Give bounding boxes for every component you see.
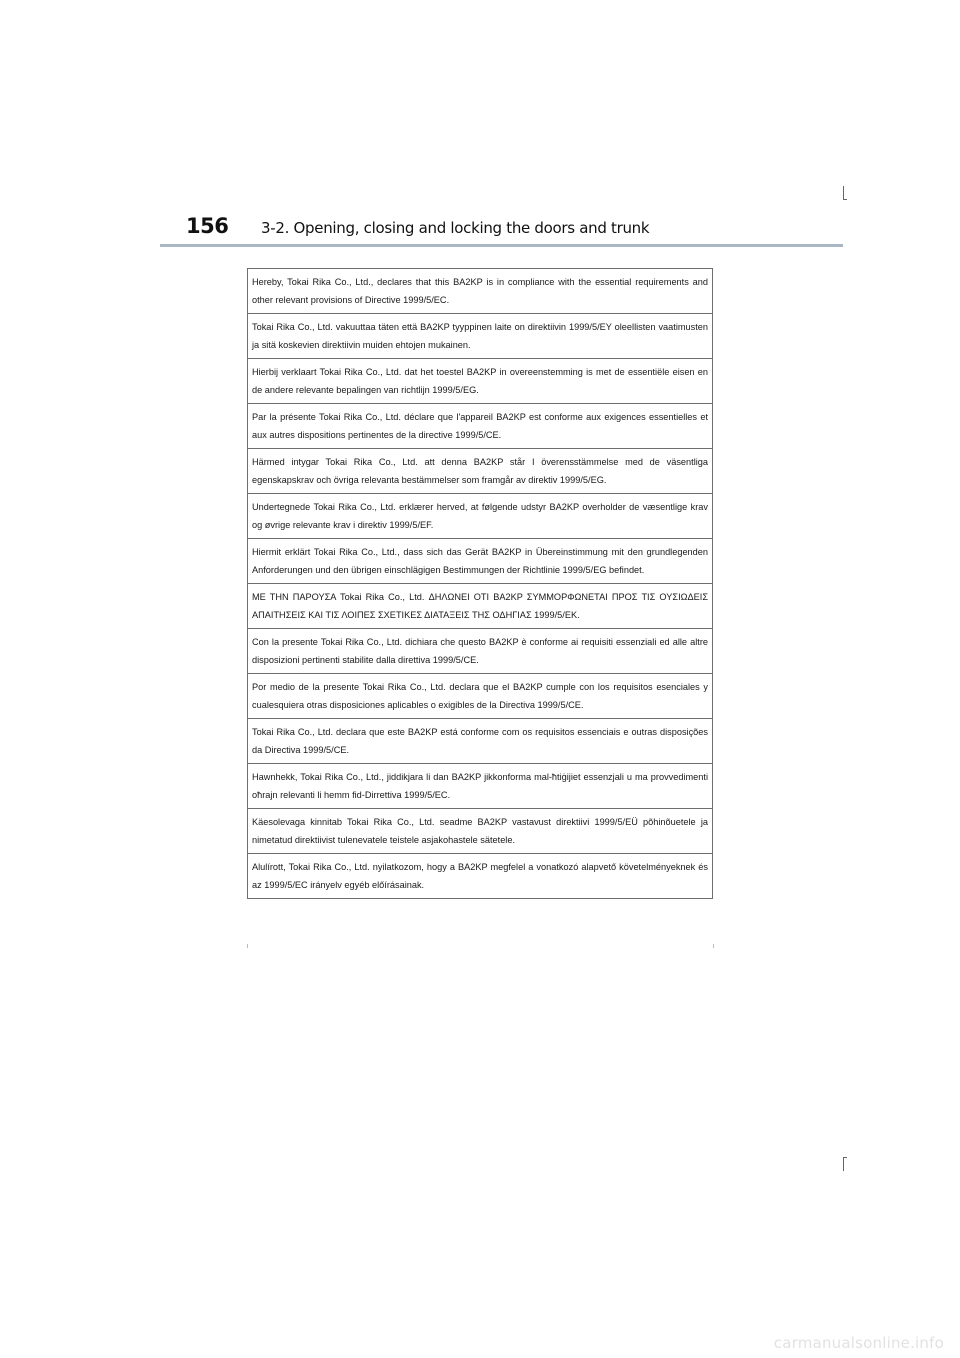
watermark: carmanualsonline.info xyxy=(773,1334,944,1352)
declaration-swedish: Härmed intygar Tokai Rika Co., Ltd. att denna BA2KP står I överensstämmelse med de väsentliga egenskapskrav och övriga relevanta bestämmelser som framgår av direktiv 1999/5/EG. xyxy=(248,449,712,494)
declaration-table xyxy=(247,268,713,899)
header-rule xyxy=(160,244,843,247)
declaration-greek: ΜΕ ΤΗΝ ΠΑΡΟΥΣΑ Tokai Rika Co., Ltd. ΔΗΛΩΝΕΙ ΟΤΙ BA2KP ΣΥΜΜΟΡΦΩΝΕΤΑΙ ΠΡΟΣ ΤΙΣ ΟΥΣΙΩΔΕΙΣ ΑΠΑΙΤΗΣΕΙΣ ΚΑΙ ΤΙΣ ΛΟΙΠΕΣ ΣΧΕΤΙΚΕΣ ΔΙΑΤΑΞΕΙΣ ΤΗΣ ΟΔΗΓΙΑΣ 1999/5/ΕΚ. xyxy=(248,584,712,629)
page-number: 156 xyxy=(186,214,229,238)
declaration-spanish: Por medio de la presente Tokai Rika Co., Ltd. declara que el BA2KP cumple con los requisitos esenciales y cualesquiera otras disposiciones aplicables o exigibles de la Directiva 1999/5/CE. xyxy=(248,674,712,719)
declaration-french: Par la présente Tokai Rika Co., Ltd. déclare que l'appareil BA2KP est conforme aux exigences essentielles et aux autres dispositions pertinentes de la directive 1999/5/CE. xyxy=(248,404,712,449)
declaration-estonian: Käesolevaga kinnitab Tokai Rika Co., Ltd. seadme BA2KP vastavust direktiivi 1999/5/EÜ põhinõuetele ja nimetatud direktiivist tulenevatele teistele asjakohastele sätetele. xyxy=(248,809,712,854)
crop-mark-bottom-right-foot xyxy=(843,1157,847,1158)
crop-mark-top-right xyxy=(843,186,844,200)
declaration-danish: Undertegnede Tokai Rika Co., Ltd. erklærer herved, at følgende udstyr BA2KP overholder de væsentlige krav og øvrige relevante krav i direktiv 1999/5/EF. xyxy=(248,494,712,539)
declaration-hungarian: Alulírott, Tokai Rika Co., Ltd. nyilatkozom, hogy a BA2KP megfelel a vonatkozó alapvető követelményeknek és az 1999/5/EC irányelv egyéb előírásainak. xyxy=(252,862,708,890)
crop-mark-top-right-foot xyxy=(843,199,847,200)
declaration-german: Hiermit erklärt Tokai Rika Co., Ltd., dass sich das Gerät BA2KP in Übereinstimmung mit den grundlegenden Anforderungen und den übrigen einschlägigen Bestimmungen der Richtlinie 1999/5/EG befindet. xyxy=(248,539,712,584)
crop-mark-bottom-right xyxy=(843,1157,844,1171)
declaration-dutch: Hierbij verklaart Tokai Rika Co., Ltd. dat het toestel BA2KP in overeenstemming is met de essentiële eisen en de andere relevante bepalingen van richtlijn 1999/5/EG. xyxy=(248,359,712,404)
section-title: 3-2. Opening, closing and locking the doors and trunk xyxy=(261,219,650,237)
declaration-portuguese: Tokai Rika Co., Ltd. declara que este BA2KP está conforme com os requisitos essenciais e outras disposições da Directiva 1999/5/CE. xyxy=(248,719,712,764)
declaration-maltese: Hawnhekk, Tokai Rika Co., Ltd., jiddikjara li dan BA2KP jikkonforma mal-ħtiġijiet essenzjali u ma provvedimenti oħrajn relevanti li hemm fid-Dirrettiva 1999/5/EC. xyxy=(248,764,712,809)
declaration-finnish: Tokai Rika Co., Ltd. vakuuttaa täten että BA2KP tyyppinen laite on direktiivin 1999/5/EY oleellisten vaatimusten ja sitä koskevien direktiivin muiden ehtojen mukainen. xyxy=(248,314,712,359)
tick-mark-left xyxy=(247,944,248,948)
declaration-italian: Con la presente Tokai Rika Co., Ltd. dichiara che questo BA2KP è conforme ai requisiti essenziali ed alle altre disposizioni pertinenti stabilite dalla direttiva 1999/5/CE. xyxy=(248,629,712,674)
tick-mark-right xyxy=(713,944,714,948)
declaration-english: Hereby, Tokai Rika Co., Ltd., declares that this BA2KP is in compliance with the essential requirements and other relevant provisions of Directive 1999/5/EC. xyxy=(248,269,712,314)
